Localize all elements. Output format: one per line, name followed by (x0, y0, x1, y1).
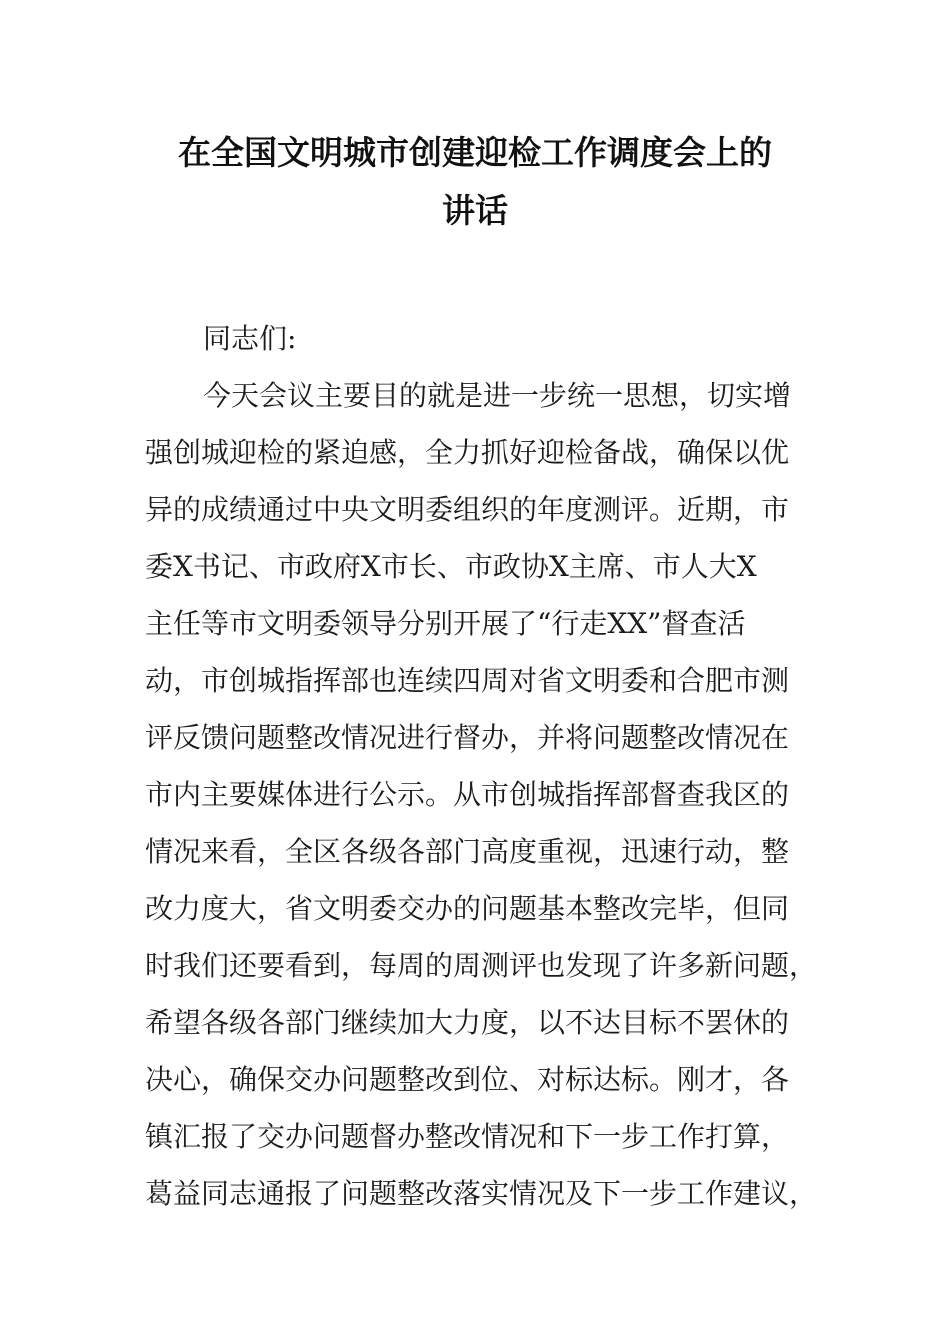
body-line: 主任等市文明委领导分别开展了“行走XX”督查活 (145, 607, 746, 640)
body-line: 希望各级各部门继续加大力度，以不达目标不罢休的 (145, 1006, 790, 1039)
body-line: 决心，确保交办问题整改到位、对标达标。刚才，各 (145, 1063, 790, 1096)
salutation: 同志们: (203, 322, 297, 355)
body-line: 异的成绩通过中央文明委组织的年度测评。近期，市 (145, 493, 790, 526)
body-line: 情况来看，全区各级各部门高度重视，迅速行动，整 (145, 835, 790, 868)
body-line: 时我们还要看到，每周的周测评也发现了许多新问题， (145, 949, 818, 982)
body-line: 委X书记、市政府X市长、市政协X主席、市人大X (145, 550, 757, 583)
body-line: 葛益同志通报了问题整改落实情况及下一步工作建议， (145, 1177, 818, 1210)
body-line: 今天会议主要目的就是进一步统一思想，切实增 (203, 379, 792, 412)
body-line: 改力度大，省文明委交办的问题基本整改完毕，但同 (145, 892, 790, 925)
body-line: 强创城迎检的紧迫感，全力抓好迎检备战，确保以优 (145, 436, 790, 469)
document-title-line-2: 讲话 (442, 191, 508, 230)
body-line: 镇汇报了交办问题督办整改情况和下一步工作打算， (145, 1120, 790, 1153)
body-line: 市内主要媒体进行公示。从市创城指挥部督查我区的 (145, 778, 790, 811)
document-title-line-1: 在全国文明城市创建迎检工作调度会上的 (178, 133, 772, 172)
body-line: 评反馈问题整改情况进行督办，并将问题整改情况在 (145, 721, 790, 754)
body-line: 动，市创城指挥部也连续四周对省文明委和合肥市测 (145, 664, 790, 697)
